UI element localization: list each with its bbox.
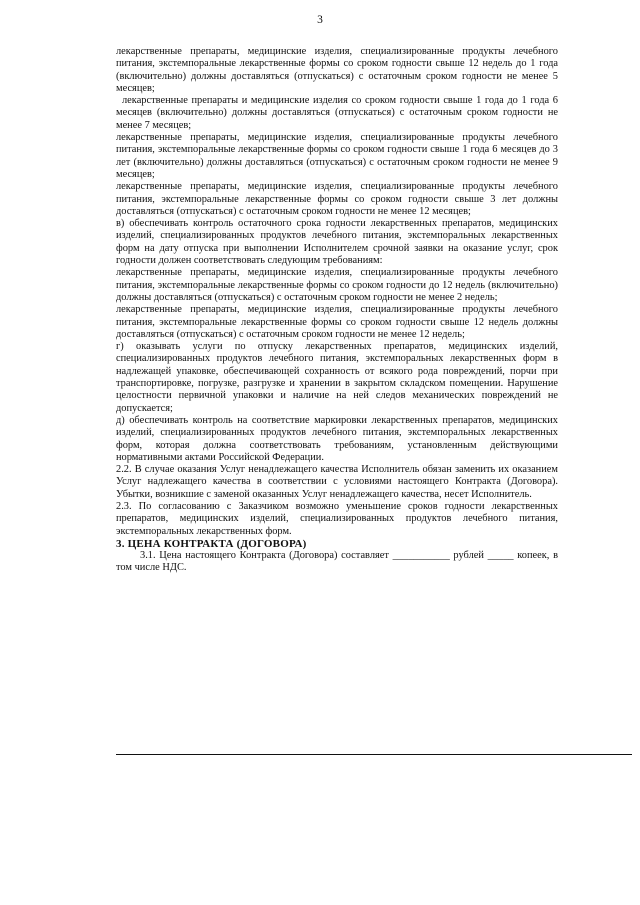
section-heading-contract-price: 3. ЦЕНА КОНТРАКТА (ДОГОВОРА) [116, 537, 307, 550]
clause-3-1-price: 3.1. Цена настоящего Контракта (Договора) составляет ___________ рублей _____ копеек, в том числе НДС. [116, 550, 558, 574]
paragraph-shelf-life-12-weeks-1-year: лекарственные препараты, медицинские изделия, специализированные продукты лечебного питания, экстемпоральные лекарственные формы со сроком годности свыше 12 недель до 1 года (включительно) должны доставляться (отпускаться) с остаточным сроком годности не менее 5 месяцев; [116, 46, 558, 94]
clause-g-packaging: г) оказывать услуги по отпуску лекарственных препаратов, медицинских изделий, специализированных продуктов лечебного питания, экстемпоральных лекарственных форм в надлежащей упаковке, обеспечивающей сохранность от всякого рода повреждений, порчи при транспортировке, погрузке, разгрузке и хранении в закрытом складском помещении. Нарушение целостности первичной упаковки и наличие на ней следов механических повреждений не допускается; [116, 341, 558, 414]
paragraph-urgent-over-12-weeks: лекарственные препараты, медицинские изделия, специализированные продукты лечебного питания, экстемпоральные лекарственные формы со сроком годности свыше 12 недель должны доставляться (отпускаться) с остаточным сроком годности не менее 12 недель; [116, 304, 558, 340]
clause-v-urgent-request-control: в) обеспечивать контроль остаточного срока годности лекарственных препаратов, медицинских изделий, специализированных продуктов лечебного питания, экстемпоральных лекарственных форм на дату отпуска при выполнении Исполнителем срочной заявки на оказание услуг, срок годности должен соответствовать следующим требованиям: [116, 218, 558, 267]
clause-2-3-shelf-life-reduction: 2.3. По согласованию с Заказчиком возможно уменьшение сроков годности лекарственных препаратов, медицинских изделий, специализированных продуктов лечебного питания, экстемпоральных лекарственных форм. [116, 500, 558, 537]
paragraph-shelf-life-over-3-years: лекарственные препараты, медицинские изделия, специализированные продукты лечебного питания, экстемпоральные лекарственные формы со сроком годности свыше 3 лет должны доставляться (отпускаться) с остаточным сроком годности не менее 12 месяцев; [116, 181, 558, 217]
clause-2-2-replacement: 2.2. В случае оказания Услуг ненадлежащего качества Исполнитель обязан заменить их оказанием Услуг надлежащего качества в соответствии с условиями настоящего Контракта (Договора). Убытки, возникшие с заменой оказанных Услуг ненадлежащего качества, несет Исполнитель. [116, 464, 558, 500]
paragraph-shelf-life-18-months-3-years: лекарственные препараты, медицинские изделия, специализированные продукты лечебного питания, экстемпоральные лекарственные формы со сроком годности свыше 1 года 6 месяцев до 3 лет (включительно) должны доставляться (отпускаться) с остаточным сроком годности не менее 9 месяцев; [116, 132, 558, 180]
page-number: 3 [317, 14, 323, 26]
document-body [116, 46, 558, 575]
paragraph-urgent-up-to-12-weeks: лекарственные препараты, медицинские изделия, специализированные продукты лечебного питания, экстемпоральные лекарственные формы со сроком годности до 12 недель (включительно) должны доставляться (отпускаться) с остаточным сроком годности не менее 2 недель; [116, 267, 558, 303]
paragraph-shelf-life-1-year-18-months: лекарственные препараты и медицинские изделия со сроком годности свыше 1 года до 1 года 6 месяцев (включительно) должны доставляться (отпускаться) с остаточным сроком годности не менее 7 месяцев; [116, 95, 558, 131]
footer-divider [116, 754, 632, 755]
clause-d-labeling-control: д) обеспечивать контроль на соответствие маркировки лекарственных препаратов, медицинских изделий, специализированных продуктов лечебного питания, экстемпоральных лекарственных форм, которая должна соответствовать требованиям, установленным действующими нормативными актами Российской Федерации. [116, 414, 558, 463]
